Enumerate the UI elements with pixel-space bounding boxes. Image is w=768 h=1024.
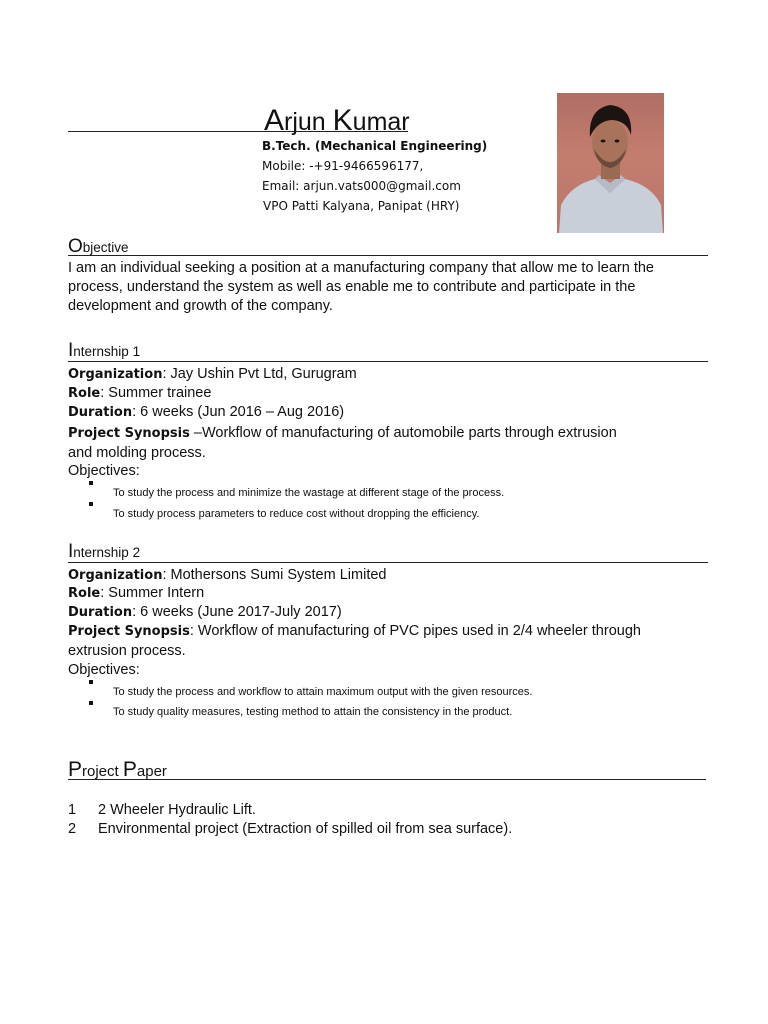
internship-2-synopsis: Project Synopsis: Workflow of manufacturing of PVC pipes used in 2/4 wheeler through — [68, 623, 641, 639]
name-first-rest: rjun — [284, 108, 333, 136]
internship-2-organization: Organization: Mothersons Sumi System Limited — [68, 567, 387, 583]
project-item-1: 2 Wheeler Hydraulic Lift. — [98, 802, 256, 818]
internship-1-synopsis-cont: and molding process. — [68, 445, 206, 461]
internship-2-objectives-label: Objectives: — [68, 662, 140, 678]
person-photo-icon — [557, 93, 664, 233]
internship-1-heading: Internship 1 — [68, 340, 141, 361]
objective-heading: Objective — [68, 236, 129, 257]
bullet-icon — [89, 701, 93, 705]
bullet-icon — [89, 680, 93, 684]
internship-1-rule — [68, 361, 708, 362]
internship-1-organization: Organization: Jay Ushin Pvt Ltd, Gurugram — [68, 366, 357, 382]
objective-text: I am an individual seeking a position at a manufacturing company that allow me to learn the process, understand the system as well as enable me to contribute and participate in the development and growth of the company. — [68, 260, 654, 314]
name-last-rest: umar — [352, 108, 410, 136]
project-item-2: Environmental project (Extraction of spilled oil from sea surface). — [98, 821, 513, 837]
internship-2-duration: Duration: 6 weeks (June 2017-July 2017) — [68, 604, 342, 620]
internship-2-heading: Internship 2 — [68, 541, 141, 562]
objective-rule — [68, 255, 708, 256]
internship-2-objective-1: To study the process and workflow to attain maximum output with the given resources. — [113, 686, 533, 698]
project-number-2: 2 — [68, 821, 77, 837]
internship-2-synopsis-cont: extrusion process. — [68, 643, 186, 659]
internship-2-role: Role: Summer Intern — [68, 585, 205, 601]
internship-2-objective-2: To study quality measures, testing method to attain the consistency in the product. — [113, 706, 513, 718]
project-paper-rule — [68, 779, 706, 780]
bullet-icon — [89, 502, 93, 506]
internship-1-objective-1: To study the process and minimize the wastage at different stage of the process. — [113, 487, 505, 499]
candidate-name — [264, 104, 410, 138]
mobile: Mobile: -+91-9466596177, — [262, 159, 424, 173]
name-initial-last: K — [332, 104, 353, 137]
profile-photo — [557, 93, 664, 233]
email: Email: arjun.vats000@gmail.com — [262, 179, 461, 193]
internship-1-synopsis: Project Synopsis –Workflow of manufacturing of automobile parts through extrusion — [68, 425, 617, 441]
internship-1-objectives-label: Objectives: — [68, 463, 140, 479]
degree: B.Tech. (Mechanical Engineering) — [262, 139, 488, 153]
name-initial-first: A — [264, 104, 285, 137]
project-paper-heading: Project Paper — [68, 758, 167, 781]
internship-1-objective-2: To study process parameters to reduce cost without dropping the efficiency. — [113, 508, 480, 520]
internship-1-role: Role: Summer trainee — [68, 385, 212, 401]
bullet-icon — [89, 481, 93, 485]
internship-2-rule — [68, 562, 708, 563]
internship-1-duration: Duration: 6 weeks (Jun 2016 – Aug 2016) — [68, 404, 345, 420]
address: VPO Patti Kalyana, Panipat (HRY) — [263, 199, 460, 213]
project-number-1: 1 — [68, 802, 77, 818]
